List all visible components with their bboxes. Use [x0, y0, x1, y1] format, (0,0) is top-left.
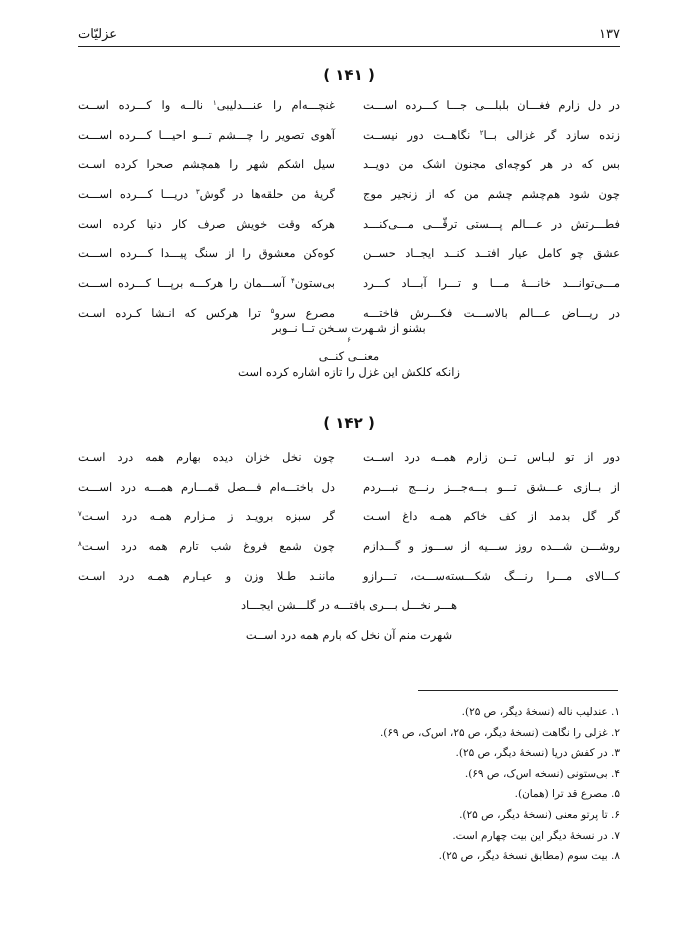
couplet: [78, 531, 620, 561]
couplet: [78, 472, 620, 502]
closing-couplet-line: زانکه کلکش این غزل را تازه اشاره کرده است: [238, 365, 460, 380]
footnote: ۵. مصرع قد ترا (همان).: [514, 788, 620, 801]
footnote: ۱. عندلیب ناله (نسخهٔ دیگر، ص ۲۵).: [461, 706, 620, 718]
second-hemistich: بی‌ستون$^۴$ آســـمان را هرکـــه برپـــا کـــرده اســـت: [78, 275, 335, 290]
first-hemistich: در ریـــاض عـــالم بالاســـت فکـــرش فاختـــه: [363, 305, 620, 320]
footnote-marker: ۲: [479, 128, 484, 137]
couplet: [78, 501, 620, 531]
first-hemistich: از بــازی عـــشق تـــو بـــه‌جـــز رنـــج نبـــردم: [363, 479, 620, 494]
second-hemistich: چون شمع فروغ شب تارم همه درد اسـت$^۸$: [78, 538, 335, 553]
first-hemistich: زنده سازد گر غزالی بــا$^۲$ نگاهــت دور نیســت: [363, 127, 620, 142]
second-hemistich: هرکه وقت خویش صرف کار دنیا کرده است: [78, 216, 335, 231]
couplet: [78, 561, 620, 591]
first-hemistich: روشـــن شـــده روز ســـیه از ســـوز و گـــدازم: [363, 538, 620, 553]
closing-couplet-line: بشنو از شـهرت سـخن تــا نــوبر $^۶$ معنــی کنــی: [272, 321, 426, 364]
second-hemistich: کوه‌کن معشوق را از سنگ پیـــدا کـــرده اســـت: [78, 246, 335, 261]
footnote-marker: ۳: [195, 187, 200, 196]
second-hemistich: چون نخل خزان دیده بهارم همه درد اسـت: [78, 449, 335, 464]
footnote: ۶. تا پرتو معنی (نسخهٔ دیگر، ص ۲۵).: [459, 808, 620, 821]
ghazal-142-couplets: [78, 442, 620, 650]
first-hemistich: گر گل بدمد از کف خاکم همـه داغ اسـت: [363, 509, 620, 524]
couplet: [78, 268, 620, 298]
first-hemistich: کـــالای مـــرا رنـــگ شکـــسته‌ســـت، تـــرازو: [363, 568, 620, 583]
first-hemistich: در دل زارم فغـــان بلبلـــی جـــا کـــرده اســـت: [363, 97, 620, 112]
second-hemistich: ماننـد طـلا وزن و عیـارم همـه درد اسـت: [78, 568, 335, 583]
footnote-marker: ۷: [78, 510, 82, 519]
ghazal-141-couplets: [78, 90, 620, 387]
page-number: ۱۳۷: [599, 26, 620, 42]
footnote-marker: ۸: [78, 539, 82, 548]
ghazal-number: ( ۱۴۱ ): [323, 66, 375, 84]
footnote: ۲. غزلی را نگاهت (نسخهٔ دیگر، ص ۲۵، اس‌ک، ص ۶۹).: [379, 726, 620, 739]
couplet: [78, 149, 620, 179]
footnote-marker: ۵: [270, 306, 275, 315]
second-hemistich: غنچـــه‌ام را عنـــدلیبی$^۱$ نالــه وا کـــرده اســت: [78, 97, 335, 112]
couplet: [78, 179, 620, 209]
first-hemistich: دور از تو لبـاس تــن زارم همــه درد اســت: [363, 449, 620, 464]
second-hemistich: مصرع سرو$^۵$ ترا هرکس که انـشا کـرده اسـت: [78, 305, 336, 320]
footnote: ۸. بیت سوم (مطابق نسخهٔ دیگر، ص ۲۵).: [438, 850, 620, 863]
couplet: [78, 209, 620, 239]
couplet: [78, 238, 620, 268]
second-hemistich: گریهٔ من حلقه‌ها در گوش$^۳$ دریـــا کـــرده اســـت: [78, 186, 335, 201]
footnote-marker: ۱: [212, 98, 217, 107]
footnote-divider: [418, 690, 618, 691]
second-hemistich: گر سبزه برویـد ز مـزارم همـه درد اسـت$^۷$: [78, 509, 335, 524]
second-hemistich: سیل اشکم شهر را همچشم صحرا کرده اسـت: [78, 157, 335, 172]
first-hemistich: چون شود هم‌چشم چشم من که از زنجیر موج: [363, 186, 620, 201]
first-hemistich: بس که در هر کوچه‌ای مجنون اشک من دویــد: [363, 157, 620, 172]
couplet: [78, 90, 620, 120]
footnote-marker: ۶: [347, 336, 351, 345]
couplet: [78, 120, 620, 150]
footnote-marker: ۴: [290, 276, 295, 285]
first-hemistich: عشق چو کامل عیار افتــد کنــد ایجــاد حســن: [363, 246, 620, 261]
first-hemistich: مـــی‌توانـــد خانـــهٔ مـــا و تـــرا آبـــاد کـــرد: [363, 275, 620, 290]
closing-couplet-line: هـــر نخـــل بـــری بافتـــه در گلـــشن ایجـــاد: [240, 598, 458, 613]
second-hemistich: دل باختـــه‌ام فـــصل قمـــارم همـــه درد اســـت: [78, 479, 335, 494]
second-hemistich: آهوی تصویر را چـــشم تـــو احیـــا کـــرده اســـت: [78, 127, 335, 142]
footnote: ۷. در نسخهٔ دیگر این بیت چهارم است.: [452, 829, 620, 842]
section-title: عزلیّات: [78, 26, 118, 42]
couplet: [78, 442, 620, 472]
footnotes: [220, 702, 620, 867]
footnote: ۴. بی‌ستونی (نسخه اس‌ک، ص ۶۹).: [464, 767, 620, 780]
closing-couplet-line: شهرت منم آن نخل که بارم همه درد اســت: [245, 627, 453, 642]
running-header: [78, 22, 620, 47]
footnote: ۳. در کفش دریا (نسخهٔ دیگر، ص ۲۵).: [455, 747, 620, 760]
ghazal-number: ( ۱۴۲ ): [323, 414, 375, 432]
first-hemistich: فطـــرتش در عـــالم پـــستی ترقّـــی مـــی‌کنـــد: [363, 216, 620, 231]
